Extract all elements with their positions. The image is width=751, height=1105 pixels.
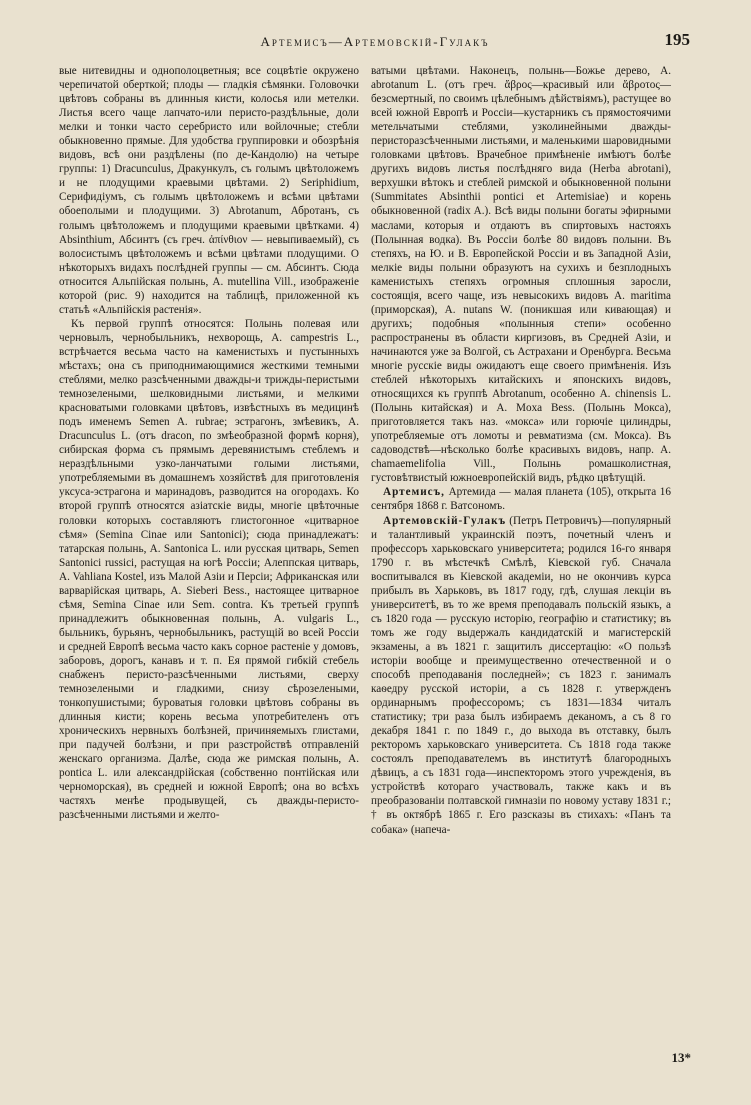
entry-artemis-body: Артемида — малая планета (105), открыта 16 сентября 1868 г. Ватсономъ. xyxy=(371,486,671,513)
entry-artemis xyxy=(371,485,671,513)
entry-artemovsky-headword: Артемовскій-Гулакъ xyxy=(383,514,507,527)
left-column xyxy=(59,64,359,823)
entry-artemovsky-body: (Петръ Петровичъ)—популярный и талантливый украинскій поэтъ, почетный членъ и профессоръ харьковскаго университета; родился 16-го января 1790 г. въ мѣстечкѣ Смѣлѣ, Кіевской губ. Сначала воспитывался въ Кіевской академіи, но не окончивъ курса прибылъ въ Харьковъ, въ 1817 году, гдѣ, слушая лекціи въ университетѣ, въ то же время преподавалъ польскій языкъ, а съ 1820 года — русскую исторію, географію и статистику; въ томъ же году выдержалъ кандидатскій и магистерскій экзамены, а въ 1821 г. защитилъ диссертацію: «О пользѣ исторіи вообще и преимущественно отечественной и о способѣ преподаванія последней»; съ 1823 г. занималъ каѳедру русской исторіи, а съ 1828 г. утвержденъ ординарнымъ профессоромъ; съ 1831—1834 читалъ статистику; три раза былъ избираемъ деканомъ, а съ 8 го декабря 1841 г. по 1849 г., до выхода въ отставку, былъ ректоромъ харьковскаго университета. Съ 1818 года также состоялъ преподавателемъ въ институтѣ благородныхъ дѣвицъ, а съ 1831 года—инспекторомъ этого учрежденія, въ устройствѣ котораго участвовалъ, также какъ и въ преобразованіи полтавской гимназіи по новому уставу 1831 г.; † въ октябрѣ 1865 г. Его разсказы въ стихахъ: «Панъ та собака» (напеча- xyxy=(371,514,671,836)
right-column xyxy=(371,64,671,837)
page-number: 195 xyxy=(664,30,690,49)
entry-artemovsky-gulak xyxy=(371,514,671,837)
left-paragraph-2: Къ первой группѣ относятся: Полынь полевая или черновылъ, чернобыльникъ, нехворощь, A. campestris L., встрѣчается весьма часто на каменистыхъ и пустынныхъ мѣстахъ; она съ приподнимающимися жесткими темными стеблями, мелко разсѣченными дважды-и трижды-перистыми темнозелеными, шелковидными листьями, и мелкими красноватыми головками цвѣтовъ, извѣстныхъ въ медицинѣ подъ именемъ Semen A. rubrae; эстрагонъ, змѣевикъ, A. Dracunculus L. (отъ dracon, по змѣеобразной формѣ корня), сибирская форма съ прямымъ деревянистымъ стеблемъ и нераздѣльными узко-ланчатыми голыми листьями, употребляемыми въ домашнемъ хозяйствѣ для приготовленія уксуса-эстрагона и маринадовъ, разводится на огородахъ. Ко второй группѣ относятся азіатскіе виды, многіе цвѣточные головки которыхъ составляютъ глистогонное «цитварное сѣмя» (Semina Cinae или Santonici); сюда принадлежатъ: татарская полынь, A. Santonica L. или русская цитварь, Semen Santonici russici, растущая на югѣ Россіи; Алеппская цитварь, A. Vahliana Kostel, изъ Малой Азіи и Персіи; Африканская или варварійская цитварь, A. Sieberi Bess., настоящее цитварное сѣмя, Semina Cinae или Sem. contra. Къ третьей группѣ принадлежитъ обыкновенная полынь, A. vulgaris L., быльникъ, бурьянъ, чернобыльникъ, растущій во всей Россіи и средней Европѣ весьма часто какъ сорное растеніе у домовъ, заборовъ, дорогъ, канавъ и т. п. Ея прямой гибкій стебель снабженъ перисто-разсѣченными листьями, сверху темнозелеными и гладкими, снизу сѣрозелеными, тонкопушистыми; буроватыя головки цвѣтовъ собраны въ длинныя кисти; корень весьма употребителенъ отъ хроническихъ нервныхъ болѣзней, причиняемыхъ глистами, при падучей болѣзни, и при разстройствѣ отправленій женскаго организма. Далѣе, сюда же римская полынь, A. pontica L. или александрійская (собственно понтійская или черноморская), въ средней и южной Европѣ; она во всѣхъ частяхъ менѣе продывущей, съ дважды-перисто-разсѣченными листьями и желто- xyxy=(59,317,359,822)
printer-signature: 13* xyxy=(671,1050,691,1065)
entry-artemis-headword: Артемисъ, xyxy=(383,486,445,499)
running-head: Артемисъ—Артемовскій-Гулакъ xyxy=(260,34,490,49)
left-paragraph-1: вые нитевидны и однополоцветныя; все соцвѣтіе окружено черепичатой оберткой; плоды — гладкія сѣмянки. Головочки цвѣтовъ собраны въ длинныя кисти, колосья или метелки. Листья всего чаще лапчато-или перисто-раздѣльные, доли мелки и тонки часто серебристо или войлочные; стебли обыкновенно прямые. Для удобства группировки и обозрѣнія видовъ, всѣ они раздѣлены (по де-Кандолю) на четыре группы: 1) Dracunculus, Дракункулъ, съ голымъ цвѣтоложемъ и не плодущими краевыми цвѣтами. 2) Seriphidium, Серифидіумъ, съ голымъ цвѣтоложемъ и всѣми цвѣтами обоеполыми и плодущими. 3) Abrotanum, Абротанъ, съ голымъ цвѣтоложемъ и плодущими краевыми цвѣтками. 4) Absinthium, Абсинтъ (съ греч. ἀπίνθιον — невыпиваемый), съ волосистымъ цвѣтоложемъ и всѣми цвѣтами плодущими. О нѣкоторыхъ видахъ послѣдней группы — см. Абсинтъ. Сюда относится Альпійская полынь, A. mutellina Vill., изображеніе которой (рис. 9) находится на таблицѣ, приложенной къ статьѣ «Альпійскія растенія». xyxy=(59,65,359,316)
right-paragraph-1: ватыми цвѣтами. Наконецъ, полынь—Божье дерево, A. abrotanum L. (отъ греч. ἄβρος—красивый или ἄβροτος—безсмертный, по своимъ цѣлебнымъ дѣйствіямъ), растущее во всей южной Европѣ и Россіи—кустарникъ съ прямостоячими метельчатыми стеблями, узколинейными дважды-перисторазсѣченными листьями, и маленькими шаровидными головками цвѣтовъ. Врачебное примѣненіе имѣютъ болѣе другихъ видовъ листья послѣдняго вида (Herba abrotani), верхушки вѣтокъ и стеблей римской и обыкновенной полыни (Summitates Absinthii pontici et Artemisiae) и корень обыкновенной (radix A.). Всѣ виды полыни богаты эфирными маслами, которыя и отдаютъ въ спиртовыхъ настояхъ (Полынная водка). Въ Россіи болѣе 80 видовъ полыни. Въ степяхъ, на Ю. и В. Европейской Россіи и въ Западной Азіи, мелкіе виды полыни образуютъ на сухихъ и безплодныхъ каменистыхъ степяхъ огромныя сплошныя заросли, состоящія, всего чаще, изъ невысокихъ видовъ A. maritima (приморская), A. nutans W. (поникшая или кивающая) и другихъ; подобныя «полынныя степи» особенно распространены въ области киргизовъ, въ Средней Азіи, и начинаются уже за Волгой, съ Астрахани и Оренбурга. Весьма многіе русскіе виды ожидаютъ еще своего примѣненія. Изъ стеблей нѣкоторыхъ китайскихъ и японскихъ видовъ, относящихся къ группѣ Abrotanum, особенно A. chinensis L. (Полынь китайская) и A. Moxa Bess. (Полынь Мокса), приготовляется такъ наз. «мокса» или горючіе цилиндры, употребляемые отъ ломоты и ревматизма (см. Мокса). Въ садоводствѣ—нѣсколько болѣе красивыхъ видовъ, напр. A. chamaemelifolia Vill., Полынь ромашколистная, густовѣтвистый южноевропейскій видъ, рѣдко цвѣтущій. xyxy=(371,65,671,485)
page-header xyxy=(60,30,690,54)
